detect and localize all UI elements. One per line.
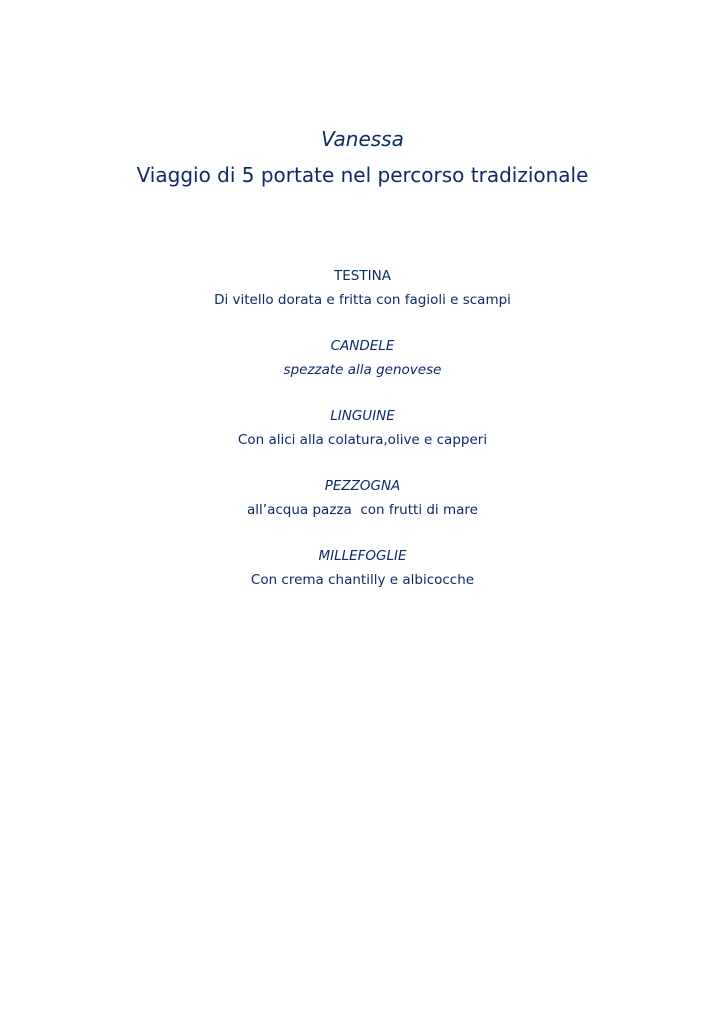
course-list	[0, 264, 725, 614]
course-item-candele	[0, 334, 725, 404]
course-item-pezzogna	[0, 474, 725, 544]
course-item-linguine	[0, 404, 725, 474]
course-description: Con alici alla colatura,olive e capperi	[237, 432, 488, 448]
menu-subtitle-heading: Viaggio di 5 portate nel percorso tradizionale	[136, 163, 589, 187]
course-item-testina	[0, 264, 725, 334]
course-name: CANDELE	[330, 338, 395, 354]
course-name: LINGUINE	[330, 408, 395, 424]
course-description: spezzate alla genovese	[283, 362, 442, 378]
course-description: Di vitello dorata e fritta con fagioli e scampi	[214, 292, 511, 308]
course-item-millefoglie	[0, 544, 725, 614]
course-name: TESTINA	[334, 268, 391, 284]
course-name: MILLEFOGLIE	[318, 548, 407, 564]
course-description: Con crema chantilly e albicocche	[250, 572, 475, 588]
course-name: PEZZOGNA	[324, 478, 401, 494]
course-description: all’acqua pazza con frutti di mare	[247, 502, 478, 518]
menu-name-heading: Vanessa	[321, 127, 404, 151]
